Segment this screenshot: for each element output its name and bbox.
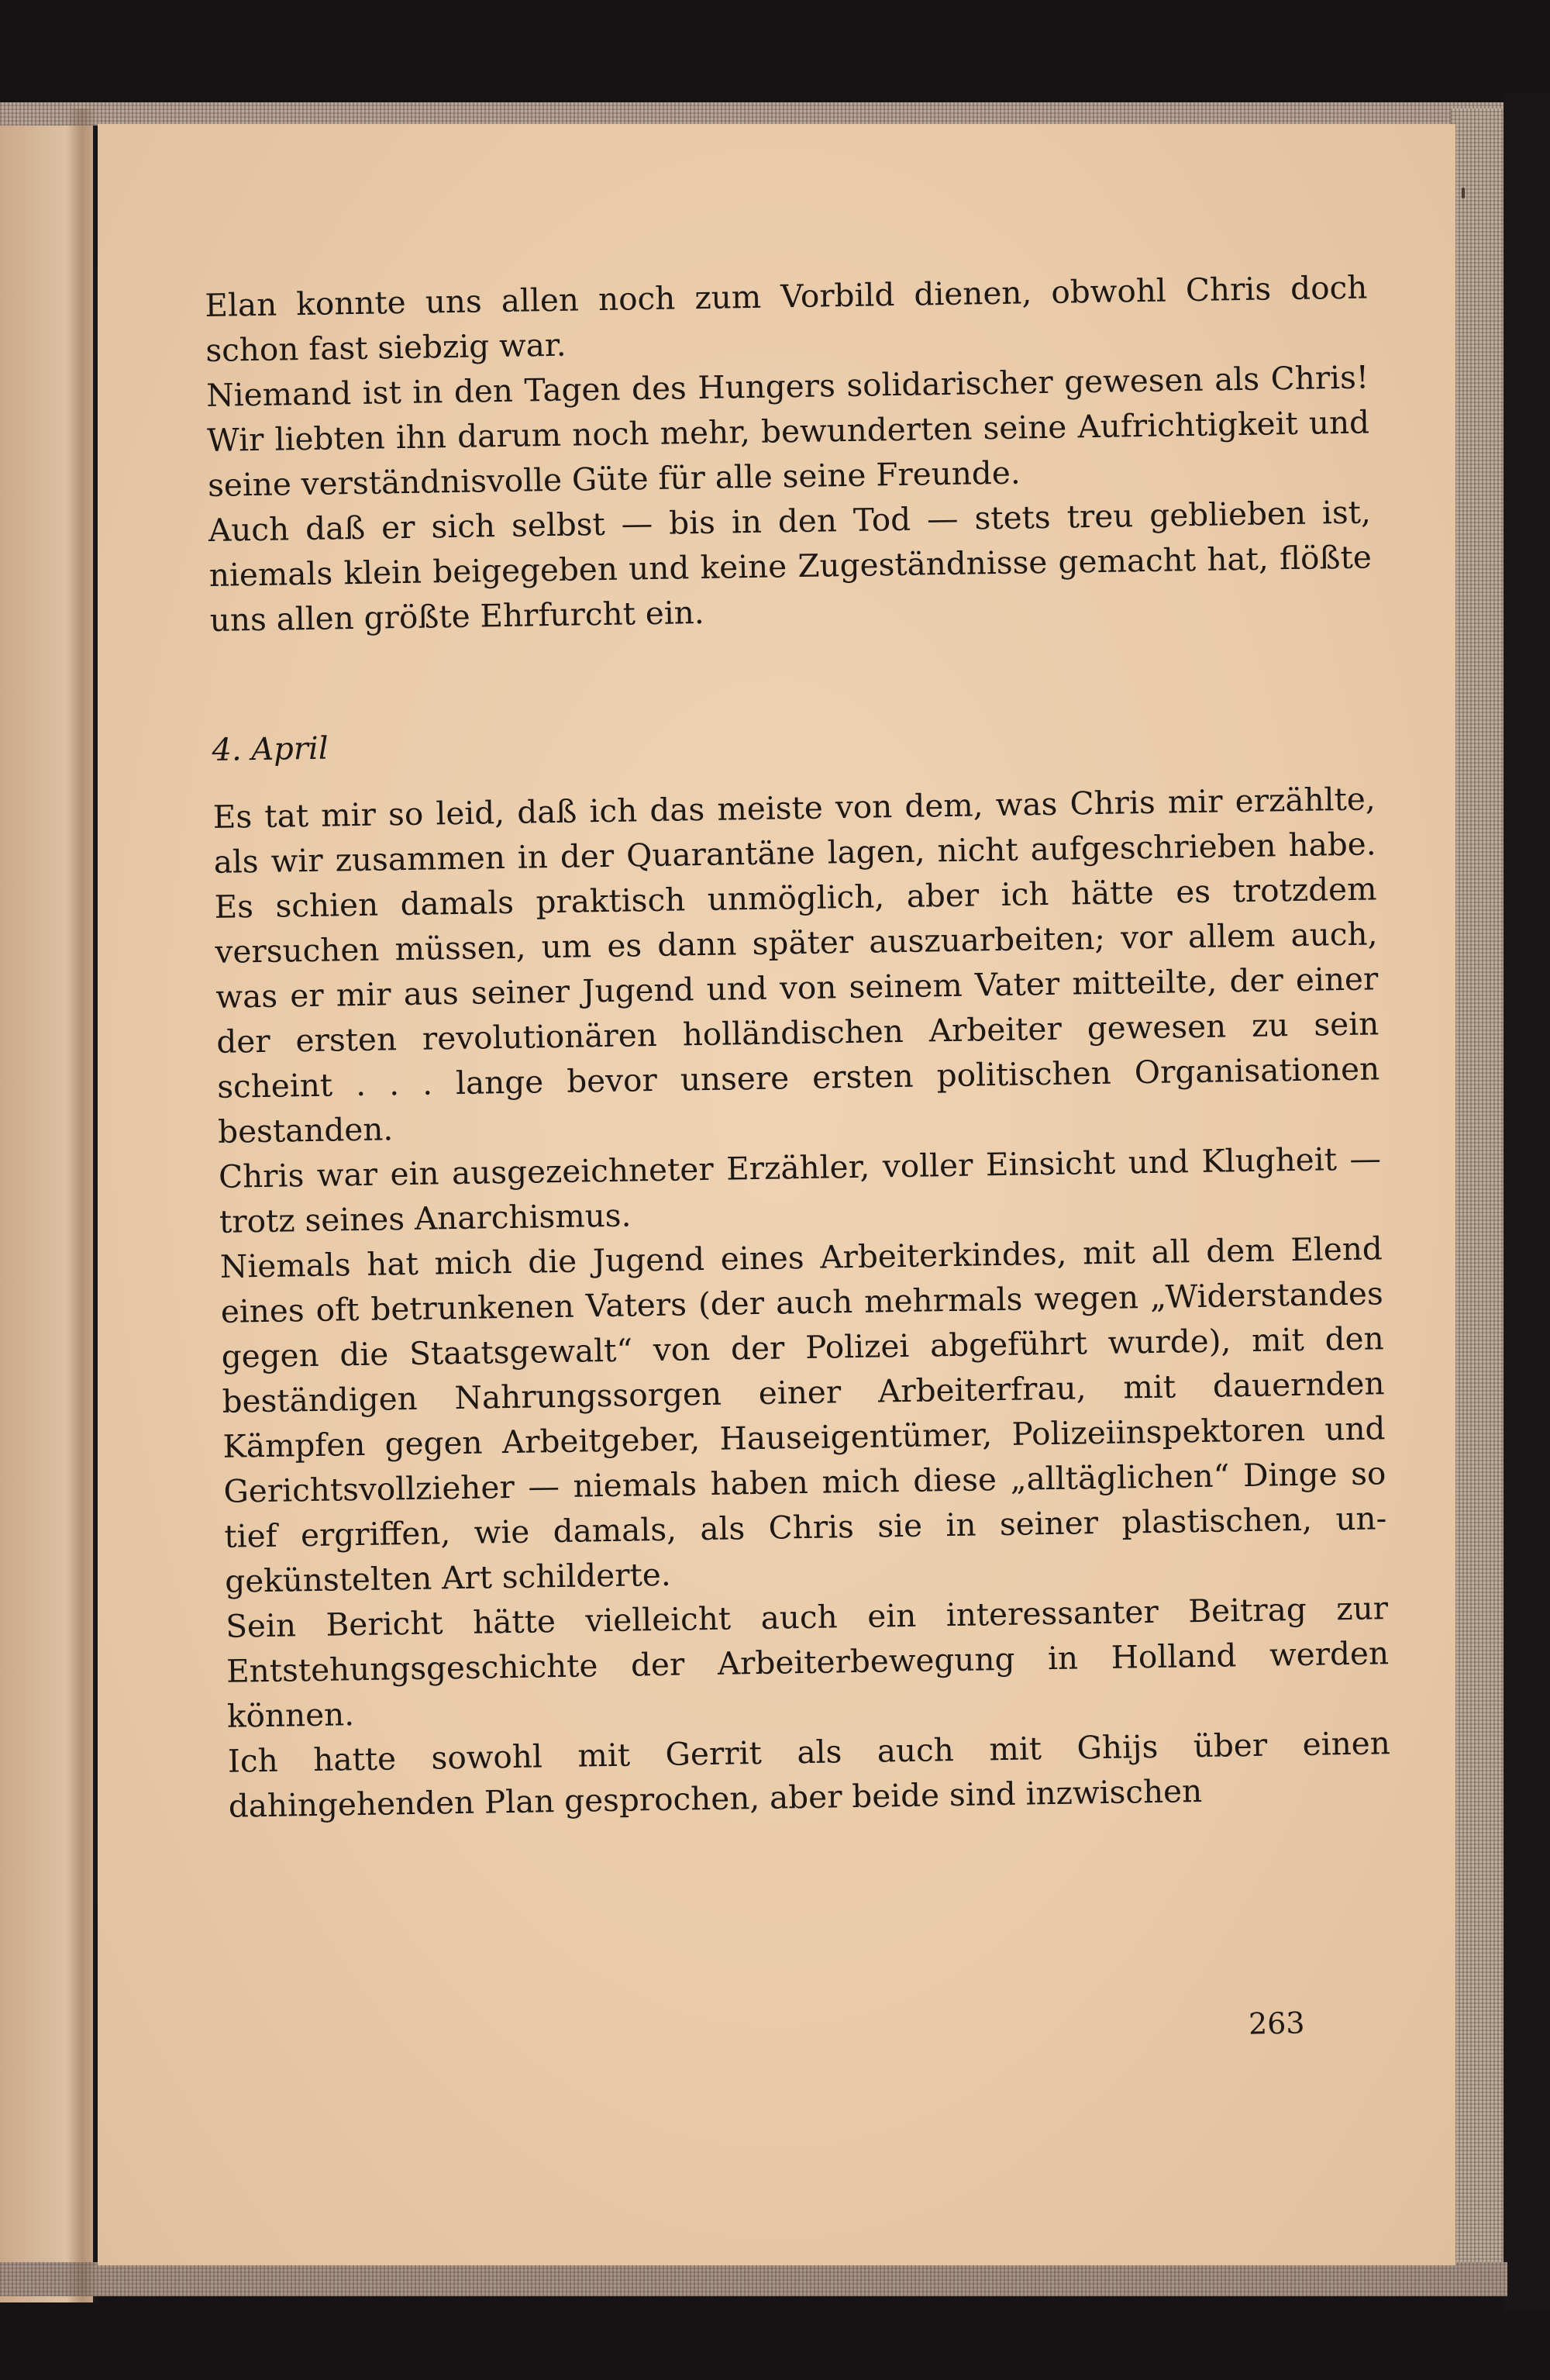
binding-right-edge	[1451, 109, 1505, 2279]
paragraph: Niemand ist in den Tagen des Hungers solidarischer gewesen als Chris! Wir liebten ihn darum noch mehr, bewunderten seine Aufrichtigkeit und seine verständnisvolle Güte für alle seine Freunde.	[205, 358, 1370, 504]
paragraph: Ich hatte sowohl mit Gerrit als auch mit Ghijs über einen dahingehenden Plan gesprochen, aber beide sind inzwischen	[227, 1724, 1391, 1825]
book-page	[98, 124, 1455, 2265]
paragraph: Sein Bericht hätte vielleicht auch ein interessanter Beitrag zur Entstehungsgeschichte der Arbeiterbewegung in Holland werden können.	[225, 1589, 1390, 1735]
paragraph: Auch daß er sich selbst — bis in den Tod — stets treu geblieben ist, niemals klein beigegeben und keine Zugeständnisse gemacht hat, flößte uns allen größte Ehrfurcht ein.	[208, 493, 1373, 639]
binding-top-edge	[0, 102, 1507, 126]
paragraph: Elan konnte uns allen noch zum Vorbild dienen, obwohl Chris doch schon fast siebzig war.	[205, 268, 1368, 369]
date-heading: 4. April	[212, 730, 329, 768]
paper-speck	[1462, 188, 1465, 198]
page-text	[205, 264, 1391, 1828]
paragraph: Chris war ein ausgezeichneter Erzähler, voller Einsicht und Klugheit — trotz seines Anarchismus.	[218, 1140, 1382, 1240]
background-edge	[1504, 93, 1550, 2310]
paragraph: Es tat mir so leid, daß ich das meiste von dem, was Chris mir erzählte, als wir zusammen in der Quarantäne lagen, nicht aufgeschrieben habe. Es schien damals praktisch unmöglich, aber ich hätte es trotzdem versuchen müssen, um es dann später auszuarbeiten; vor allem auch, was er mir aus seiner Jugend und von seinem Vater mitteilte, der einer der ersten revolutionären holländischen Arbeiter gewesen zu sein scheint . . . lange bevor unsere ersten politischen Organisationen bestanden.	[212, 780, 1380, 1150]
gutter-shadow	[67, 109, 98, 2302]
page-number: 263	[1248, 2006, 1305, 2041]
binding-bottom-edge	[0, 2262, 1507, 2296]
paragraph: Niemals hat mich die Jugend eines Arbeiterkindes, mit all dem Elend eines oft betrunkenen Vaters (der auch mehrmals wegen „Widerstandes gegen die Staatsgewalt“ von der Polizei abgeführt wurde), mit den beständigen Nahrungssorgen einer Arbeiterfrau, mit dauernden Kämpfen gegen Arbeitgeber, Hauseigentümer, Polizeiinspektoren und Gerichtsvollzieher — niemals haben mich diese „alltäglichen“ Dinge so tief ergriffen, wie damals, als Chris sie in seiner plastischen, ungekünstelten Art schilderte.	[219, 1230, 1387, 1600]
